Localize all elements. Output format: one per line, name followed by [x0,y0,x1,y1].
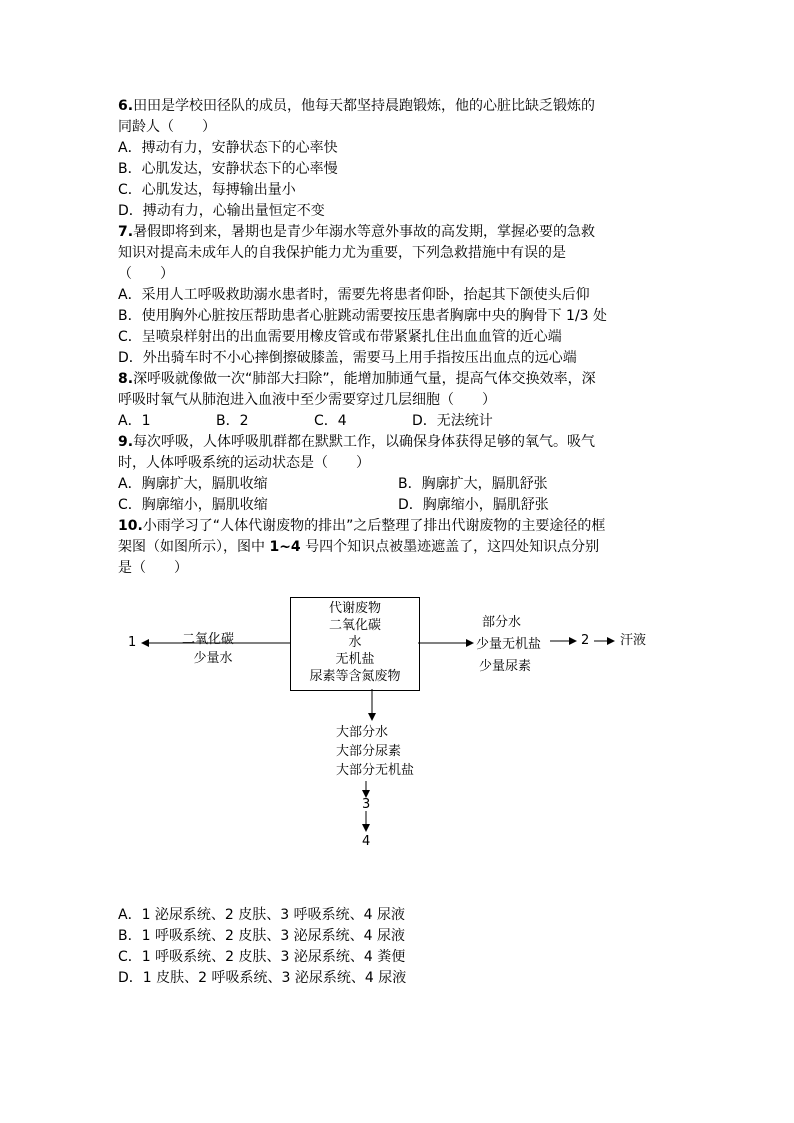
question-8-stem-line2: 呼吸时氧气从肺泡进入血液中至少需要穿过几层细胞（ ） [118,392,496,408]
left-path-text: 二氧化碳 少量水 [182,632,235,666]
question-8-option-d: D．无法统计 [412,413,493,429]
question-9-options-row2 [118,495,678,516]
question-6-stem-line2: 同龄人（ ） [118,119,216,135]
question-8-stem-line1: 8.深呼吸就像做一次“肺部大扫除”，能增加肺通气量，提高气体交换效率，深 [118,371,596,387]
question-7-option-d: D．外出骑车时不小心摔倒擦破膝盖，需要马上用手指按压出血点的远心端 [118,350,577,366]
question-7-option-c: C．呈喷泉样射出的出血需要用橡皮管或布带紧紧扎住出血血管的近心端 [118,329,562,345]
box-line-4: 无机盐 [335,652,375,667]
question-9-option-c: C．胸廓缩小，膈肌收缩 [118,497,268,513]
down-path-text: 大部分水 大部分尿素 大部分无机盐 [336,725,415,778]
label-4: 4 [362,834,371,849]
question-8-number: 8. [118,371,134,387]
question-8-option-a: A．1 [118,413,151,429]
label-3: 3 [362,797,371,812]
question-9-options-row1 [118,474,678,495]
question-6-option-d: D．搏动有力，心输出量恒定不变 [118,203,325,219]
label-sweat: 汗液 [620,633,647,648]
question-7-stem-line1: 7.暑假即将到来，暑期也是青少年溺水等意外事故的高发期，掌握必要的急救 [118,224,596,240]
question-9-option-d: D．胸廓缩小，膈肌舒张 [398,497,549,513]
box-line-3: 水 [348,635,362,650]
question-7-option-a: A．采用人工呼吸救助溺水患者时，需要先将患者仰卧，抬起其下颌使头后仰 [118,287,590,303]
question-6-number: 6. [118,98,134,114]
question-7-stem-line2: 知识对提高未成年人的自我保护能力尤为重要，下列急救措施中有误的是 [118,245,566,261]
right-path-text: 部分水 少量无机盐 少量尿素 [476,615,542,674]
label-2: 2 [581,633,590,648]
question-10-option-a: A．1 泌尿系统、2 皮肤、3 呼吸系统、4 尿液 [118,907,406,923]
box-line-2: 二氧化碳 [328,618,381,633]
question-10-option-b: B．1 呼吸系统、2 皮肤、3 泌尿系统、4 尿液 [118,928,406,944]
question-9-stem-line1: 9.每次呼吸，人体呼吸肌群都在默默工作，以确保身体获得足够的氧气。吸气 [118,434,596,450]
question-8-option-b: B．2 [216,413,249,429]
question-9-option-a: A．胸廓扩大，膈肌收缩 [118,476,268,492]
question-6-option-a: A．搏动有力，安静状态下的心率快 [118,140,338,156]
question-10-option-c: C．1 呼吸系统、2 皮肤、3 泌尿系统、4 粪便 [118,949,406,965]
question-9-stem-line2: 时，人体呼吸系统的运动状态是（ ） [118,455,370,471]
question-6-option-c: C．心肌发达，每搏输出量小 [118,182,296,198]
question-10 [118,516,678,579]
question-8 [118,369,678,432]
question-10-option-d: D．1 皮肤、2 呼吸系统、3 泌尿系统、4 尿液 [118,970,407,986]
label-1: 1 [128,635,137,650]
box-line-5: 尿素等含氮废物 [309,669,401,684]
question-10-number: 10. [118,518,143,534]
question-10-stem-line1: 10.小雨学习了“人体代谢废物的排出”之后整理了排出代谢废物的主要途径的框 [118,518,606,534]
metabolic-waste-box [290,597,420,691]
question-8-options [118,411,678,432]
question-10-stem-line3: 是（ ） [118,560,188,576]
question-9-option-b: B．胸廓扩大，膈肌舒张 [398,476,548,492]
question-7 [118,222,678,369]
box-line-1: 代谢废物 [328,601,381,616]
question-7-stem-line3: （ ） [118,266,174,282]
question-10-stem-line2: 架图（如图所示），图中 1~4 号四个知识点被墨迹遮盖了，这四处知识点分别 [118,539,600,555]
question-10-options [118,905,406,989]
question-8-option-c: C．4 [314,413,347,429]
question-7-number: 7. [118,224,134,240]
question-7-option-b: B．使用胸外心脏按压帮助患者心脏跳动需要按压患者胸廓中央的胸骨下 1/3 处 [118,308,608,324]
question-6 [118,96,678,222]
question-9-number: 9. [118,434,134,450]
question-6-option-b: B．心肌发达，安静状态下的心率慢 [118,161,338,177]
metabolic-waste-diagram [118,585,678,855]
question-6-stem-line1: 6.田田是学校田径队的成员，他每天都坚持晨跑锻炼，他的心脏比缺乏锻炼的 [118,98,596,114]
question-9 [118,432,678,516]
